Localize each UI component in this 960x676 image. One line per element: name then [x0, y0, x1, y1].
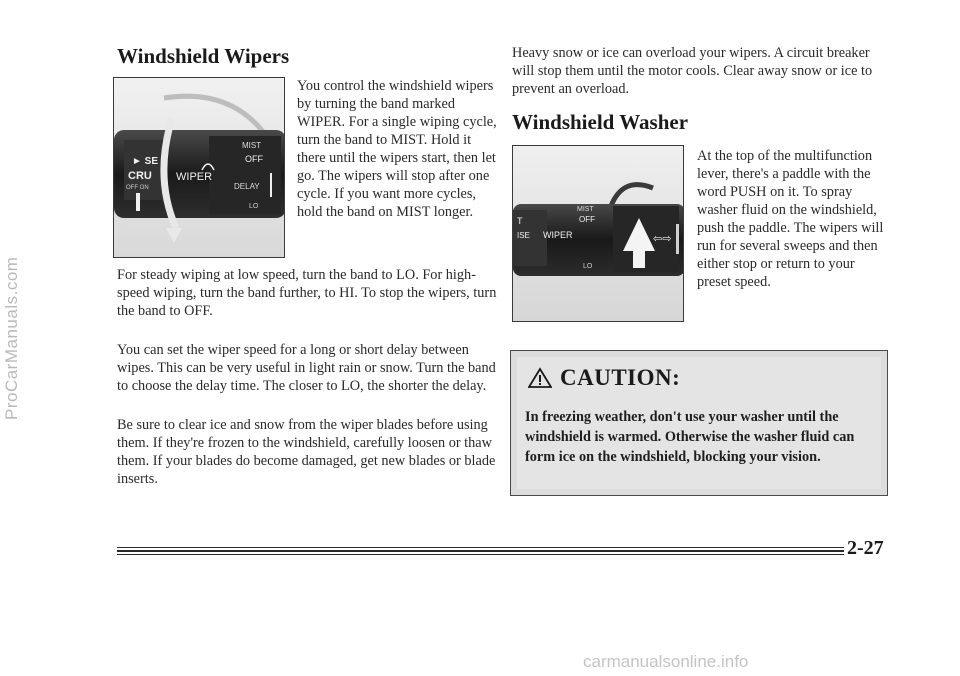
- mist-label: MIST: [242, 141, 262, 150]
- wipers-intro-paragraph: You control the windshield wipers by turning the band marked WIPER. For a single wiping cycle, turn the band to MIST. Hold it there until the wipers start, then let go. The wipers will stop after one cycle. If you want more cycles, hold the band on MIST longer.: [297, 78, 497, 220]
- warning-triangle-icon: [528, 367, 552, 389]
- wipers-steady-paragraph: For steady wiping at low speed, turn the band to LO. For high-speed wiping, turn the band further, to HI. To stop the wipers, turn the band to OFF.: [117, 267, 497, 319]
- side-watermark: ProCarManuals.com: [2, 256, 21, 420]
- ise-label: ISE: [517, 231, 530, 240]
- footer-rule-top: [117, 547, 844, 548]
- footer-rule-bottom: [117, 554, 844, 555]
- lo-label: LO: [249, 203, 259, 210]
- delay-label: DELAY: [234, 182, 260, 191]
- page-number: 2-27: [847, 537, 884, 559]
- wipers-section-title: Windshield Wipers: [117, 44, 290, 68]
- washer-wiper-label: WIPER: [543, 230, 573, 240]
- paddle-arrow-icon: ⇦⇨: [653, 232, 672, 245]
- se-label: ► SE: [132, 156, 159, 167]
- washer-paragraph: At the top of the multifunction lever, there's a paddle with the word PUSH on it. To spray washer fluid on the windshield, push the paddle. The wipers will run for several sweeps and then either stop or return to your preset speed.: [697, 148, 884, 290]
- wipers-delay-paragraph: You can set the wiper speed for a long or short delay between wipes. This can be very useful in light rain or snow. Turn the band to choose the delay time. The closer to LO, the shorter the delay.: [117, 342, 496, 394]
- washer-lo-label: LO: [583, 263, 593, 270]
- footer-rule-middle: [117, 550, 844, 552]
- caution-text: In freezing weather, don't use your washer until the windshield is warmed. Otherwise the washer fluid can form ice on the windshield, blocking your vision.: [525, 409, 855, 465]
- bottom-watermark: carmanualsonline.info: [583, 652, 749, 671]
- caution-title: CAUTION:: [560, 365, 681, 390]
- washer-off-label: OFF: [579, 215, 595, 224]
- off-on-label: OFF ON: [126, 185, 149, 191]
- washer-section-title: Windshield Washer: [512, 110, 689, 134]
- washer-mist-label: MIST: [577, 206, 594, 213]
- off-label: OFF: [245, 154, 263, 164]
- overload-paragraph: Heavy snow or ice can overload your wipers. A circuit breaker will stop them until the motor cools. Clear away snow or ice to prevent an overload.: [512, 45, 873, 97]
- wiper-lever-illustration: [114, 78, 285, 258]
- washer-lever-illustration: [513, 146, 684, 322]
- wiper-label: WIPER: [176, 171, 213, 183]
- t-label: T: [517, 216, 523, 226]
- caution-box: [510, 350, 888, 496]
- cru-label: CRU: [128, 170, 152, 182]
- wiper-lever-photo: [113, 77, 285, 258]
- wipers-clear-paragraph: Be sure to clear ice and snow from the wiper blades before using them. If they're frozen to the windshield, carefully loosen or thaw them. If your blades do become damaged, get new blades or blade inserts.: [117, 417, 496, 487]
- washer-lever-photo: [512, 145, 684, 322]
- caution-header: [528, 365, 680, 391]
